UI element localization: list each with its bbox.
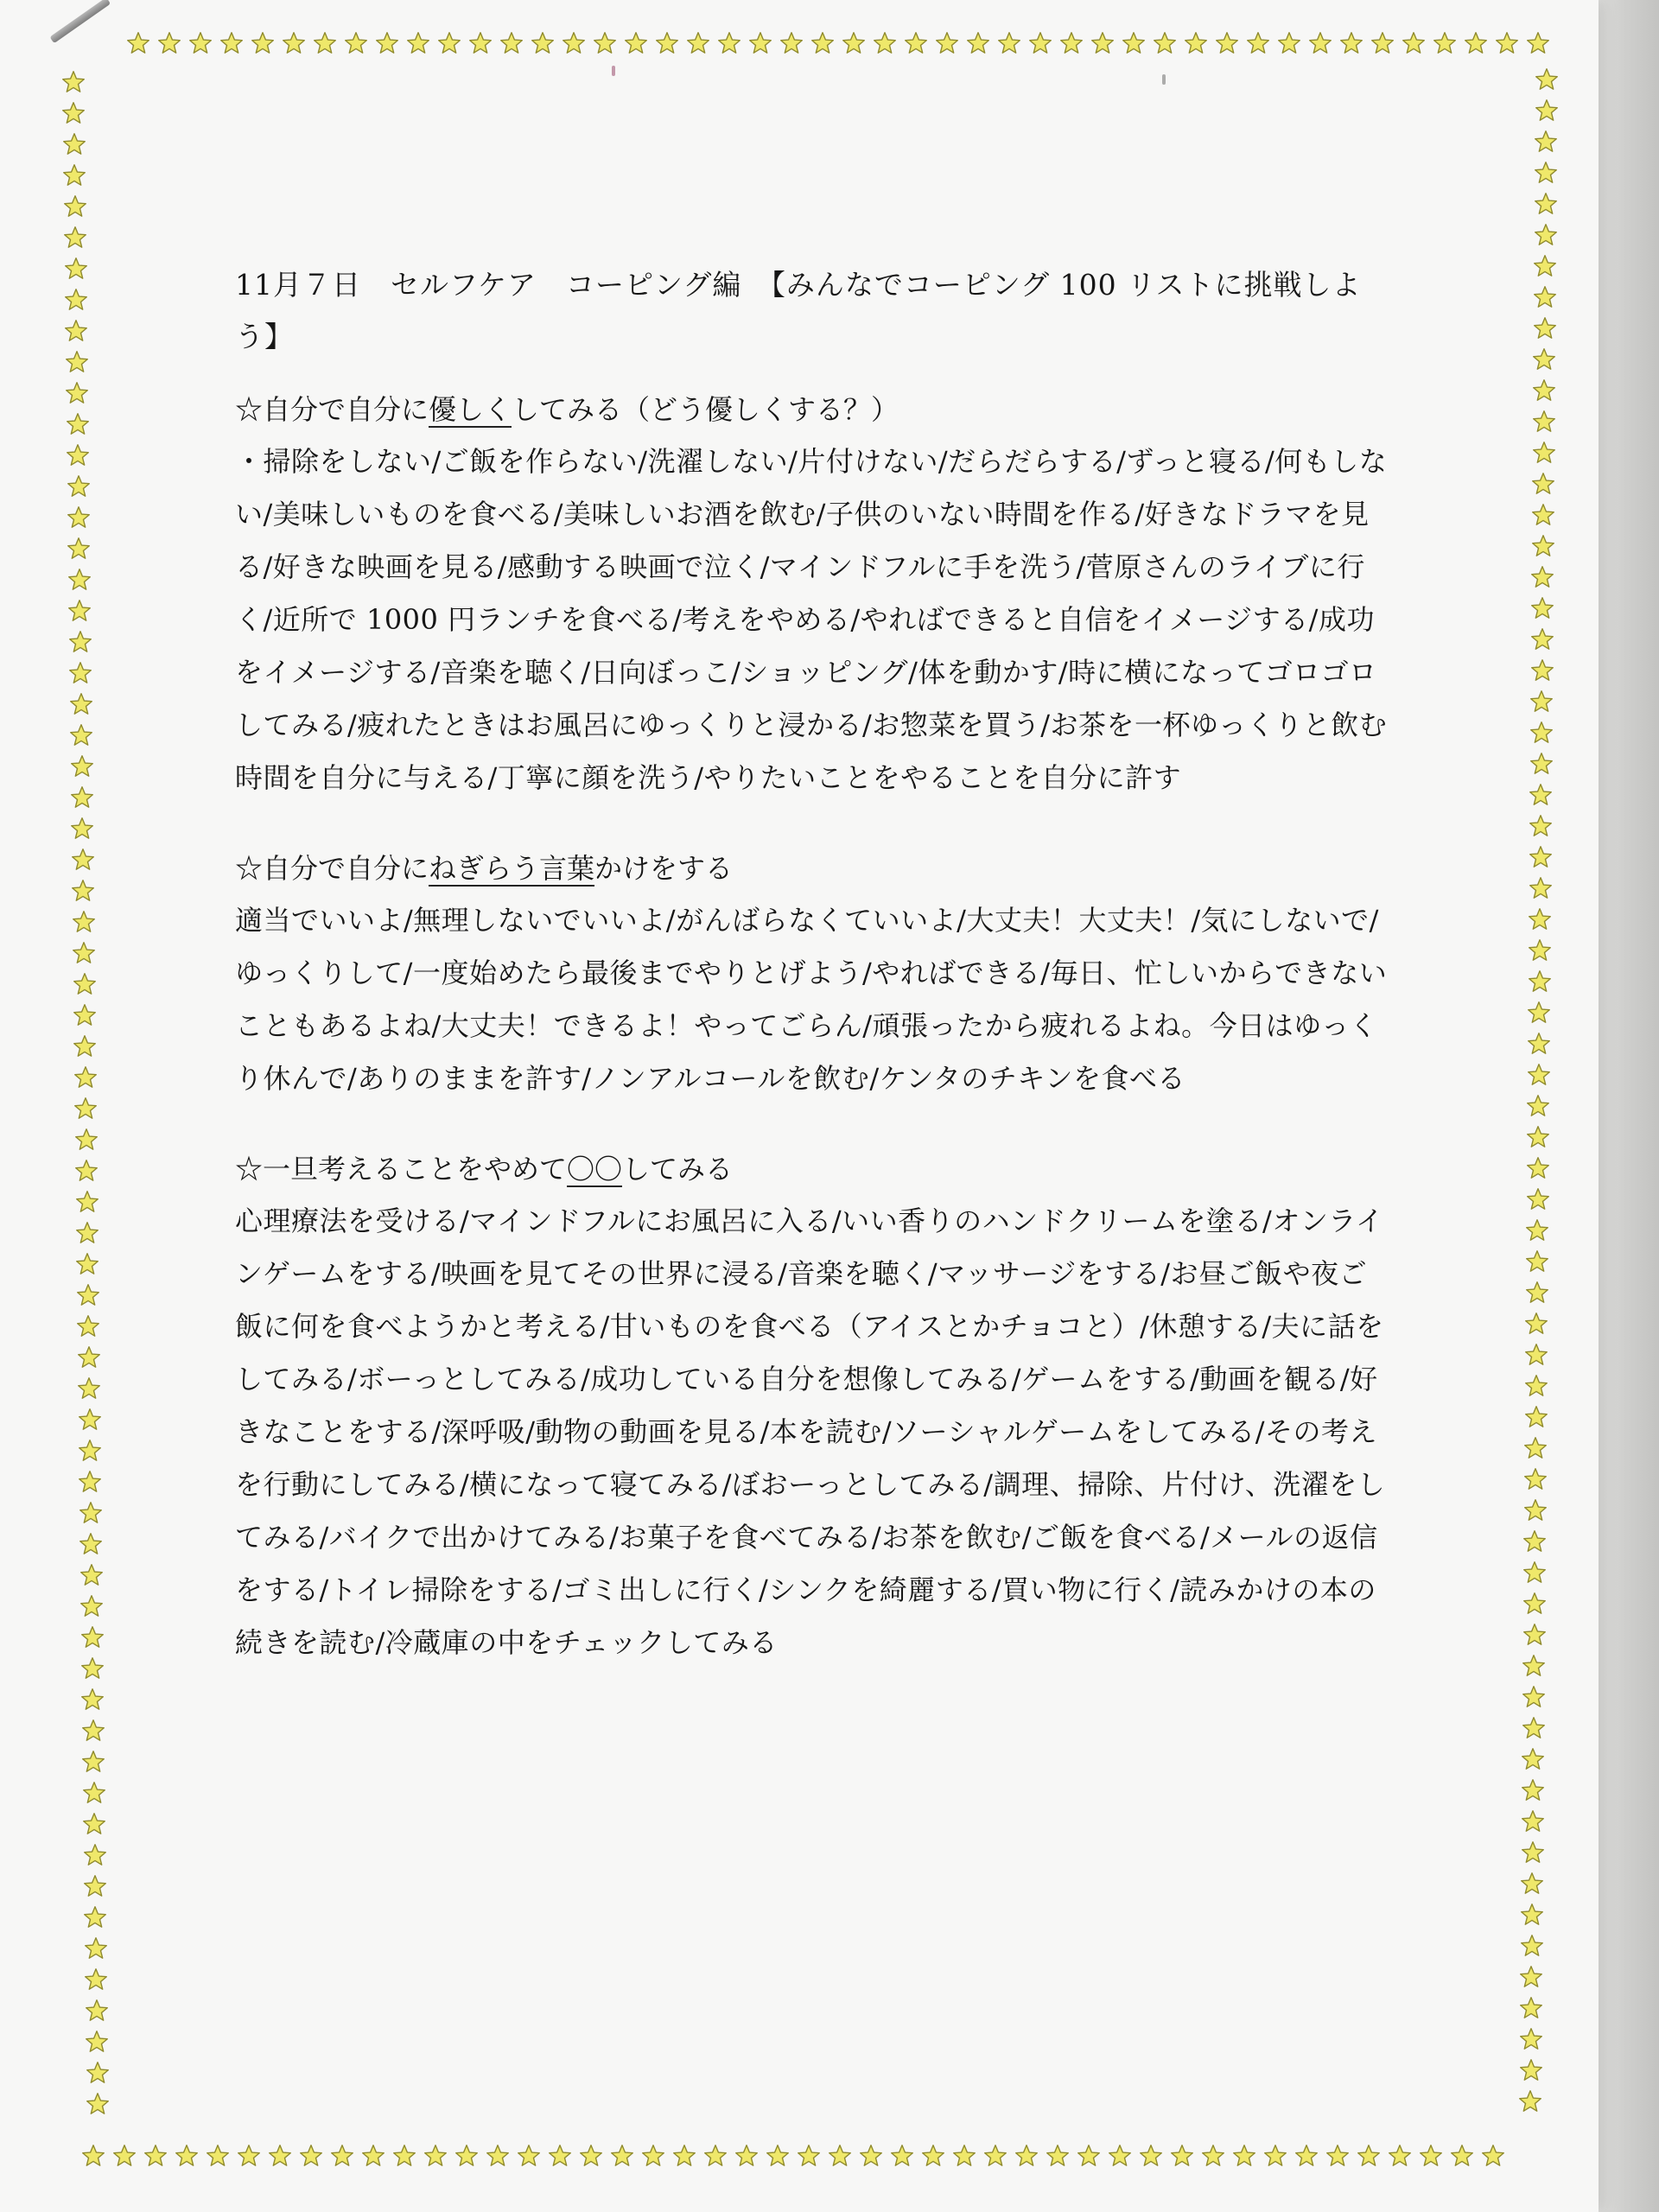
- star-icon: [842, 31, 866, 55]
- star-icon: [77, 1376, 101, 1401]
- star-icon: [859, 2144, 883, 2168]
- star-icon: [1529, 752, 1554, 776]
- star-icon: [313, 31, 337, 55]
- star-icon: [1532, 441, 1556, 465]
- star-icon: [517, 2144, 541, 2168]
- star-icon: [1450, 2144, 1474, 2168]
- star-icon: [69, 692, 93, 716]
- star-icon: [1529, 721, 1554, 745]
- star-icon: [1527, 1001, 1551, 1025]
- star-icon: [1522, 1654, 1546, 1678]
- star-icon: [65, 381, 89, 405]
- star-icon: [1528, 969, 1552, 994]
- star-icon: [1529, 783, 1553, 807]
- star-icon: [1215, 31, 1239, 55]
- star-icon: [1277, 31, 1301, 55]
- heading-underlined: 〇〇: [567, 1153, 623, 1185]
- star-icon: [486, 2144, 510, 2168]
- star-icon: [890, 2144, 914, 2168]
- star-icon: [79, 1501, 103, 1525]
- star-icon: [873, 31, 897, 55]
- star-icon: [593, 31, 617, 55]
- star-icon: [983, 2144, 1007, 2168]
- star-icon: [80, 1625, 105, 1649]
- star-icon: [83, 1905, 107, 1929]
- star-icon: [75, 1190, 99, 1214]
- star-icon: [76, 1314, 100, 1338]
- star-icon: [1522, 1592, 1547, 1616]
- star-icon: [766, 2144, 790, 2168]
- star-icon: [330, 2144, 354, 2168]
- star-icon: [655, 31, 679, 55]
- star-icon: [997, 31, 1021, 55]
- star-icon: [70, 754, 94, 779]
- star-icon: [157, 31, 181, 55]
- star-icon: [75, 1221, 99, 1245]
- star-icon: [1530, 627, 1554, 652]
- star-icon: [454, 2144, 479, 2168]
- star-icon: [1524, 1343, 1548, 1367]
- star-icon: [1518, 2089, 1542, 2113]
- star-icon: [73, 1003, 97, 1027]
- star-icon: [68, 661, 92, 685]
- star-icon: [1263, 2144, 1287, 2168]
- star-icon: [579, 2144, 603, 2168]
- star-icon: [1090, 31, 1115, 55]
- star-icon: [1533, 254, 1557, 278]
- star-icon: [63, 194, 87, 219]
- star-icon: [1530, 658, 1554, 683]
- star-icon: [1139, 2144, 1163, 2168]
- star-icon: [672, 2144, 696, 2168]
- star-icon: [1522, 1623, 1547, 1647]
- star-icon: [73, 1034, 97, 1058]
- star-icon: [66, 412, 90, 436]
- star-icon: [1519, 1996, 1543, 2020]
- star-icon: [1521, 1840, 1545, 1865]
- section-heading-encouragement: [235, 842, 1393, 894]
- star-icon: [1519, 2058, 1543, 2082]
- star-icon: [1524, 1405, 1548, 1429]
- star-icon: [81, 1750, 105, 1774]
- star-icon: [499, 31, 524, 55]
- star-icon: [83, 1843, 107, 1867]
- star-icon: [548, 2144, 572, 2168]
- star-icon: [1530, 565, 1554, 589]
- star-icon: [1535, 99, 1559, 123]
- star-icon: [83, 1874, 107, 1898]
- star-icon: [1170, 2144, 1194, 2168]
- star-icon: [85, 1999, 109, 2023]
- star-icon: [1527, 1032, 1551, 1056]
- star-icon: [67, 568, 92, 592]
- star-icon: [1523, 1498, 1548, 1522]
- star-icon: [85, 2030, 109, 2054]
- star-icon: [63, 226, 87, 250]
- star-icon: [717, 31, 741, 55]
- star-icon: [79, 1532, 103, 1556]
- star-icon: [1522, 1716, 1546, 1740]
- star-icon: [531, 31, 555, 55]
- star-icon: [748, 31, 772, 55]
- star-icon: [1529, 876, 1553, 900]
- star-icon: [86, 2061, 110, 2085]
- star-icon: [1402, 31, 1426, 55]
- star-icon: [175, 2144, 199, 2168]
- heading-prefix: ☆自分で自分に: [235, 852, 429, 885]
- ink-speck: [612, 66, 615, 76]
- star-icon: [71, 848, 95, 872]
- star-icon: [828, 2144, 852, 2168]
- star-icon: [1530, 596, 1554, 620]
- star-icon: [75, 1252, 99, 1276]
- star-icon: [251, 31, 275, 55]
- star-icon: [1325, 2144, 1350, 2168]
- star-icon: [1525, 1281, 1549, 1305]
- star-icon: [1532, 410, 1556, 434]
- star-icon: [1527, 1063, 1551, 1087]
- star-icon: [70, 817, 94, 841]
- star-icon: [437, 31, 461, 55]
- section-body-stop-thinking: 心理療法を受ける/マインドフルにお風呂に入る/いい香りのハンドクリームを塗る/オンラインゲームをする/映画を見てその世界に浸る/音楽を聴く/マッサージをする/お昼ご飯や夜ご飯に何を食べようかと考える/甘いものを食べる（アイスとかチョコと）/休憩する/夫に話をしてみる/ボーっとしてみる/成功している自分を想像してみる/ゲームをする/動画を観る/好きなことをする/深呼吸/動物の動画を見る/本を読む/ソーシャルゲームをしてみる/その考えを行動にしてみる/横になって寝てみる/ぼおーっとしてみる/調理、掃除、片付け、洗濯をしてみる/バイクで出かけてみる/お菓子を食べてみる/お茶を飲む/ご飯を食べる/メールの返信をする/トイレ掃除をする/ゴミ出しに行く/シンクを綺麗する/買い物に行く/読みかけの本の続きを読む/冷蔵庫の中をチェックしてみる: [235, 1205, 1386, 1659]
- star-icon: [1521, 1778, 1545, 1802]
- star-icon: [1028, 31, 1052, 55]
- star-icon: [1535, 67, 1559, 92]
- star-icon: [82, 1781, 106, 1805]
- star-icon: [64, 257, 88, 281]
- star-icon: [76, 1283, 100, 1307]
- star-icon: [79, 1563, 104, 1587]
- star-icon: [112, 2144, 137, 2168]
- star-icon: [1246, 31, 1270, 55]
- document-title: 11月７日 セルフケア コーピング編 【みんなでコーピング 100 リストに挑戦しよう】: [235, 268, 1362, 353]
- star-icon: [80, 1656, 105, 1681]
- star-icon: [62, 132, 86, 156]
- star-icon: [1046, 2144, 1070, 2168]
- star-icon: [80, 1688, 105, 1712]
- star-icon: [62, 163, 86, 188]
- star-icon: [1529, 814, 1553, 838]
- star-icon: [299, 2144, 323, 2168]
- star-icon: [1531, 534, 1555, 558]
- star-icon: [1339, 31, 1363, 55]
- star-icon: [84, 1936, 108, 1961]
- section-body-kindness: ・掃除をしない/ご飯を作らない/洗濯しない/片付けない/だらだらする/ずっと寝る/何もしない/美味しいものを食べる/美味しいお酒を飲む/子供のいない時間を作る/好きなドラマを見る/好きな映画を見る/感動する映画で泣く/マインドフルに手を洗う/菅原さんのライブに行く/近所で 1000 円ランチを食べる/考えをやめる/やればできると自信をイメージする/成功をイメージする/音楽を聴く/日向ぼっこ/ショッピング/体を動かす/時に横になってゴロゴロしてみる/疲れたときはお風呂にゆっくりと浸かる/お惣菜を買う/お茶を一杯ゆっくりと飲む時間を自分に与える/丁寧に顔を洗う/やりたいことをやることを自分に許す: [235, 445, 1388, 794]
- star-icon: [78, 1408, 102, 1432]
- star-icon: [966, 31, 990, 55]
- star-icon: [1122, 31, 1146, 55]
- star-icon: [1520, 1872, 1544, 1896]
- star-icon: [1464, 31, 1488, 55]
- star-icon: [1077, 2144, 1101, 2168]
- star-icon: [1495, 31, 1519, 55]
- star-icon: [71, 879, 95, 903]
- star-icon: [1531, 503, 1555, 527]
- star-icon: [1184, 31, 1208, 55]
- heading-suffix: かけをする: [594, 852, 734, 885]
- star-icon: [686, 31, 710, 55]
- star-icon: [66, 443, 90, 467]
- star-icon: [562, 31, 586, 55]
- heading-prefix: ☆自分で自分に: [235, 393, 429, 426]
- heading-prefix: ☆一旦考えることをやめて: [235, 1153, 568, 1185]
- star-icon: [1531, 472, 1555, 496]
- star-icon: [1525, 1249, 1549, 1274]
- star-icon: [1108, 2144, 1132, 2168]
- star-icon: [73, 1096, 98, 1121]
- star-icon: [734, 2144, 759, 2168]
- star-icon: [1526, 1094, 1550, 1118]
- star-icon: [219, 31, 244, 55]
- heading-suffix: してみる（どう優しくする？）: [512, 393, 899, 426]
- star-icon: [610, 2144, 634, 2168]
- star-icon: [641, 2144, 665, 2168]
- star-icon: [65, 350, 89, 374]
- star-icon: [1528, 907, 1552, 931]
- ink-speck: [1162, 74, 1166, 85]
- star-icon: [1533, 285, 1557, 309]
- star-icon: [143, 2144, 168, 2168]
- star-icon: [1526, 1187, 1550, 1211]
- star-icon: [64, 319, 88, 343]
- star-icon: [1522, 1560, 1547, 1585]
- star-icon: [1014, 2144, 1039, 2168]
- star-icon: [72, 941, 96, 965]
- star-icon: [126, 31, 150, 55]
- heading-suffix: してみる: [622, 1153, 734, 1185]
- star-icon: [61, 70, 86, 94]
- star-icon: [61, 101, 86, 125]
- section-body-encouragement: 適当でいいよ/無理しないでいいよ/がんばらなくていいよ/大丈夫！大丈夫！/気にしないで/ゆっくりして/一度始めたら最後までやりとげよう/やればできる/毎日、忙しいからできないこともあるよね/大丈夫！できるよ！やってごらん/頑張ったから疲れるよね。今日はゆっくり休んで/ありのままを許す/ノンアルコールを飲む/ケンタのチキンを食べる: [235, 904, 1388, 1095]
- star-icon: [1357, 2144, 1381, 2168]
- star-icon: [797, 2144, 821, 2168]
- star-icon: [64, 288, 88, 312]
- star-icon: [392, 2144, 416, 2168]
- star-icon: [81, 1719, 105, 1743]
- star-icon: [74, 1128, 99, 1152]
- section-heading-stop-thinking: [235, 1143, 1393, 1195]
- star-icon: [1201, 2144, 1225, 2168]
- star-icon: [74, 1159, 99, 1183]
- star-icon: [1519, 2027, 1543, 2051]
- star-icon: [1419, 2144, 1443, 2168]
- star-icon: [1534, 161, 1558, 185]
- star-icon: [1524, 1312, 1548, 1336]
- star-icon: [1533, 316, 1557, 340]
- star-icon: [68, 630, 92, 654]
- star-icon: [1519, 1965, 1543, 1989]
- star-icon: [1433, 31, 1457, 55]
- star-icon: [952, 2144, 976, 2168]
- star-icon: [1524, 1374, 1548, 1398]
- star-icon: [86, 2092, 110, 2116]
- star-icon: [468, 31, 493, 55]
- star-icon: [1294, 2144, 1319, 2168]
- star-icon: [1520, 1934, 1544, 1958]
- star-icon: [206, 2144, 230, 2168]
- star-icon: [70, 785, 94, 810]
- star-icon: [1534, 223, 1558, 247]
- star-icon: [1522, 1529, 1547, 1554]
- star-icon: [67, 537, 91, 561]
- star-icon: [1522, 1685, 1546, 1709]
- star-icon: [73, 1065, 98, 1090]
- star-icon: [268, 2144, 292, 2168]
- star-icon: [935, 31, 959, 55]
- heading-underlined: 優しく: [429, 393, 512, 426]
- star-icon: [82, 1812, 106, 1836]
- star-icon: [1308, 31, 1332, 55]
- star-icon: [1526, 1156, 1550, 1180]
- star-icon: [1521, 1809, 1545, 1834]
- star-icon: [423, 2144, 448, 2168]
- star-icon: [1526, 1125, 1550, 1149]
- star-icon: [703, 2144, 728, 2168]
- star-icon: [84, 1967, 108, 1992]
- star-icon: [624, 31, 648, 55]
- star-icon: [810, 31, 835, 55]
- star-icon: [1529, 690, 1554, 714]
- star-icon: [188, 31, 213, 55]
- star-icon: [78, 1439, 102, 1463]
- staple-icon: [49, 0, 111, 43]
- heading-underlined: ねぎらう言葉: [429, 852, 595, 885]
- star-icon: [1523, 1467, 1548, 1491]
- star-icon: [1232, 2144, 1256, 2168]
- star-icon: [1388, 2144, 1412, 2168]
- star-icon: [1534, 192, 1558, 216]
- document-content: [235, 259, 1393, 1669]
- star-icon: [1520, 1903, 1544, 1927]
- star-icon: [406, 31, 430, 55]
- star-icon: [1523, 1436, 1548, 1460]
- star-icon: [67, 505, 91, 530]
- star-icon: [282, 31, 306, 55]
- star-icon: [1370, 31, 1395, 55]
- star-icon: [1529, 845, 1553, 869]
- star-icon: [67, 474, 91, 499]
- star-icon: [81, 2144, 105, 2168]
- star-icon: [1481, 2144, 1505, 2168]
- star-icon: [1528, 938, 1552, 963]
- star-icon: [69, 723, 93, 747]
- star-icon: [79, 1594, 104, 1618]
- star-icon: [375, 31, 399, 55]
- star-icon: [1059, 31, 1084, 55]
- star-icon: [1532, 347, 1556, 372]
- star-icon: [1534, 130, 1558, 154]
- star-icon: [904, 31, 928, 55]
- star-icon: [1521, 1747, 1545, 1771]
- star-icon: [237, 2144, 261, 2168]
- star-icon: [78, 1470, 102, 1494]
- star-icon: [67, 599, 92, 623]
- star-icon: [73, 972, 97, 996]
- star-icon: [1532, 378, 1556, 403]
- star-icon: [1153, 31, 1177, 55]
- star-icon: [1525, 1218, 1549, 1243]
- star-icon: [361, 2144, 385, 2168]
- star-icon: [72, 910, 96, 934]
- star-icon: [77, 1345, 101, 1370]
- star-icon: [921, 2144, 945, 2168]
- star-icon: [1526, 31, 1550, 55]
- star-icon: [779, 31, 804, 55]
- star-icon: [344, 31, 368, 55]
- section-heading-kindness: [235, 384, 1393, 435]
